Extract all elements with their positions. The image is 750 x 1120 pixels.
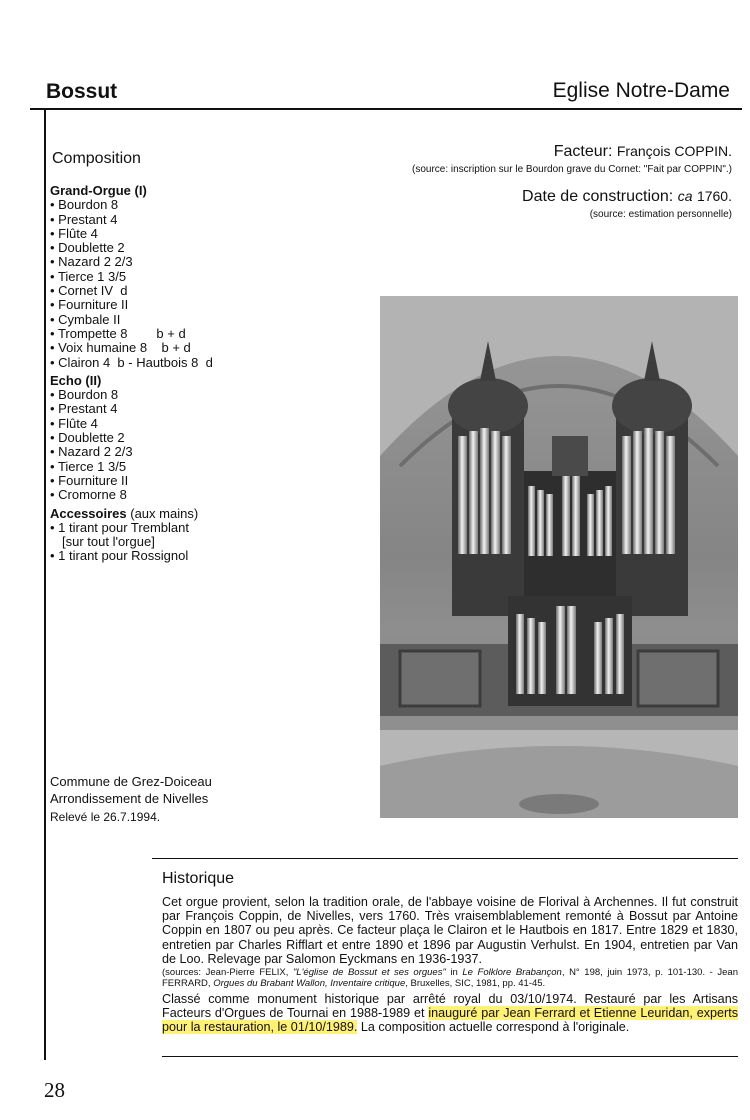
church-name: Eglise Notre-Dame [552,79,730,102]
page-title: Bossut [46,80,118,103]
location-block [50,773,212,807]
date-ca: ca [677,188,693,204]
facteur-block [412,143,732,175]
releve-date: Relevé le 26.7.1994. [50,810,161,824]
stop: • Voix humaine 8 b + d [50,341,213,355]
echo-stops [50,388,213,502]
historique-text: La composition actuelle correspond à l'originale. [357,1020,630,1035]
facteur-source: (source: inscription sur le Bourdon grave du Cornet: "Fait par COPPIN".) [411,164,732,175]
facteur-value: François COPPIN. [616,143,732,159]
composition-list [50,184,213,564]
stop: • Cornet IV d [50,284,213,298]
stop: • Clairon 4 b - Hautbois 8 d [50,356,213,370]
stop: • Prestant 4 [50,402,213,416]
stop: • Prestant 4 [50,213,213,227]
accessoires-list [50,521,213,564]
stop: • Tierce 1 3/5 [50,270,213,284]
arrondissement: Arrondissement de Nivelles [50,791,209,806]
date-source: (source: estimation personnelle) [589,209,732,220]
stop: • Nazard 2 2/3 [50,445,213,459]
historique-text: Cet orgue provient, selon la tradition orale, de l'abbaye voisine de Florival à Archennes. Il fut construit par François Coppin, de Nivelles, vers 1760. Très vraisemblablement remonté à Bossut par Antoine Coppin en 1807 ou peu après. Ce facteur plaça le Clairon et le Hautbois en 1817. Entre 1829 et 1830, entretien par Charles Rifflart et entre 1890 et 1896 par Augustin Verhulst. En 1904, entretien par Van de Loo. Relevage par Salomon Eyckmans en 1936-1937. [162,895,738,966]
header-rule [30,108,742,110]
page-number: 28 [44,1078,65,1102]
stop: • Doublette 2 [50,431,213,445]
stop: • Flûte 4 [50,417,213,431]
stop: • Doublette 2 [50,241,213,255]
stop: • Nazard 2 2/3 [50,255,213,269]
historique-paragraph [162,992,738,1035]
accessoires-heading-text: Accessoires [50,505,127,521]
stop: • Fourniture II [50,298,213,312]
facteur-label: Facteur: [553,143,613,160]
stop: • Fourniture II [50,474,213,488]
grand-orgue-stops [50,198,213,370]
historique-title: Historique [162,870,235,887]
highlighted-text: inauguré par Jean Ferrard et Etienne Leuridan, experts pour la restauration, le 01/10/1989. [162,1006,738,1035]
historique-text: Classé comme monument historique par arrêté royal du 03/10/1974. Restauré par les Artisans Facteurs d'Orgues de Tournai en 1988-1989 et [162,992,738,1021]
historique-paragraph [162,895,738,989]
accessory: • 1 tirant pour Rossignol [50,549,213,563]
accessory-continuation: [sur tout l'orgue] [62,534,155,550]
stop: • Cymbale II [50,313,213,327]
date-value: 1760. [696,188,732,204]
stop: • Tierce 1 3/5 [50,460,213,474]
stop: • Cromorne 8 [50,488,213,502]
organ-photo [380,296,738,818]
echo-heading: Echo (II) [50,372,102,388]
historique-sources: (sources: Jean-Pierre FELIX, "L'église de Bossut et ses orgues" in Le Folklore Brabançon, N° 198, juin 1973, p. 101-130. - Jean FERRARD, Orgues du Brabant Wallon, Inventaire critique, Bruxelles, SIC, 1981, pp. 41-45. [162,967,738,990]
footer-rule [162,1056,738,1057]
date-label: Date de construction: [522,188,674,205]
stop: • Trompette 8 b + d [50,327,213,341]
commune: Commune de Grez-Doiceau [50,774,212,789]
accessoires-heading-note: (aux mains) [130,505,199,521]
historique-body [162,895,738,1038]
accessory: • 1 tirant pour Tremblant [50,521,213,535]
date-block [522,188,732,220]
grand-orgue-heading: Grand-Orgue (I) [50,183,147,198]
stop: • Bourdon 8 [50,198,213,212]
composition-title: Composition [52,150,141,167]
stop: • Flûte 4 [50,227,213,241]
historique-rule [152,858,738,859]
stop: • Bourdon 8 [50,388,213,402]
accessoires-heading [50,507,213,521]
left-rule [44,110,46,1060]
